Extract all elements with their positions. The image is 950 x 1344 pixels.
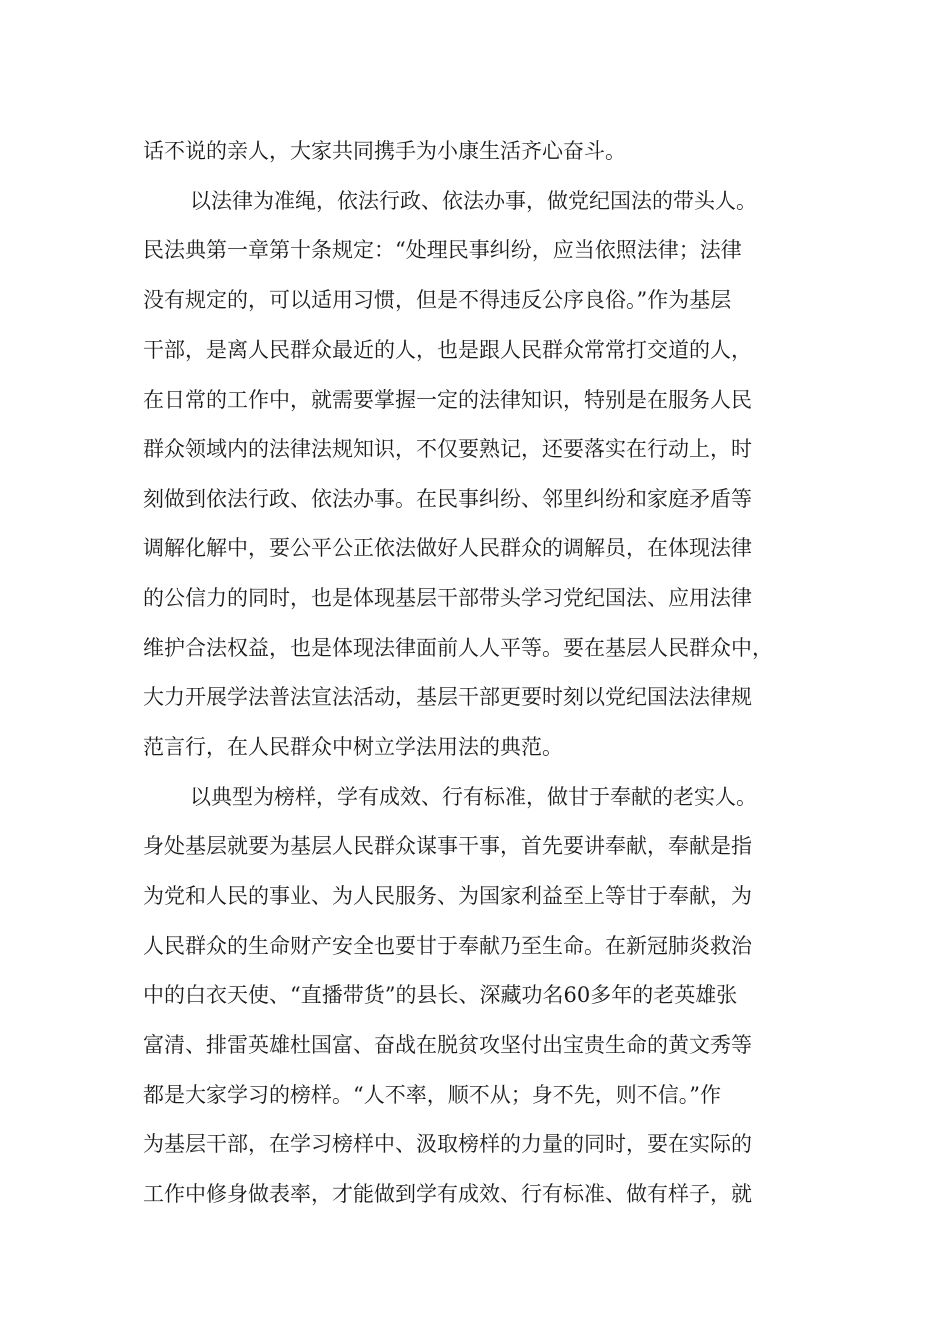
text-line: 调解化解中，要公平公正依法做好人民群众的调解员，在体现法律	[143, 536, 752, 560]
text-line: 维护合法权益，也是体现法律面前人人平等。要在基层人民群众中，	[143, 636, 773, 660]
text-line: 身处基层就要为基层人民群众谋事干事，首先要讲奉献，奉献是指	[143, 834, 752, 858]
text-line: 大力开展学法普法宣法活动，基层干部更要时刻以党纪国法法律规	[143, 685, 752, 709]
text-line: 在日常的工作中，就需要掌握一定的法律知识，特别是在服务人民	[143, 388, 752, 412]
text-line: 刻做到依法行政、依法办事。在民事纠纷、邻里纠纷和家庭矛盾等	[143, 487, 752, 511]
text-line: 工作中修身做表率，才能做到学有成效、行有标准、做有样子，就	[143, 1182, 752, 1206]
text-line: 人民群众的生命财产安全也要甘于奉献乃至生命。在新冠肺炎救治	[143, 934, 752, 958]
text-line: 干部，是离人民群众最近的人，也是跟人民群众常常打交道的人，	[143, 338, 752, 362]
text-line: 为党和人民的事业、为人民服务、为国家利益至上等甘于奉献，为	[143, 884, 752, 908]
text-line: 都是大家学习的榜样。“人不率，顺不从；身不先，则不信。”作	[143, 1083, 721, 1107]
text-line: 富清、排雷英雄杜国富、奋战在脱贫攻坚付出宝贵生命的黄文秀等	[143, 1033, 752, 1057]
paragraph-first-line: 以典型为榜样，学有成效、行有标准，做甘于奉献的老实人。	[190, 785, 757, 809]
text-line: 群众领域内的法律法规知识，不仅要熟记，还要落实在行动上，时	[143, 437, 752, 461]
text-line: 范言行，在人民群众中树立学法用法的典范。	[143, 735, 563, 759]
text-line: 的公信力的同时，也是体现基层干部带头学习党纪国法、应用法律	[143, 586, 752, 610]
text-line: 民法典第一章第十条规定：“处理民事纠纷，应当依照法律；法律	[143, 238, 742, 262]
text-line: 中的白衣天使、“直播带货”的县长、深藏功名60多年的老英雄张	[143, 983, 738, 1007]
text-line: 没有规定的，可以适用习惯，但是不得违反公序良俗。”作为基层	[143, 288, 732, 312]
text-line: 为基层干部，在学习榜样中、汲取榜样的力量的同时，要在实际的	[143, 1132, 752, 1156]
text-line: 话不说的亲人，大家共同携手为小康生活齐心奋斗。	[143, 139, 626, 163]
paragraph-first-line: 以法律为准绳，依法行政、依法办事，做党纪国法的带头人。	[190, 189, 757, 213]
